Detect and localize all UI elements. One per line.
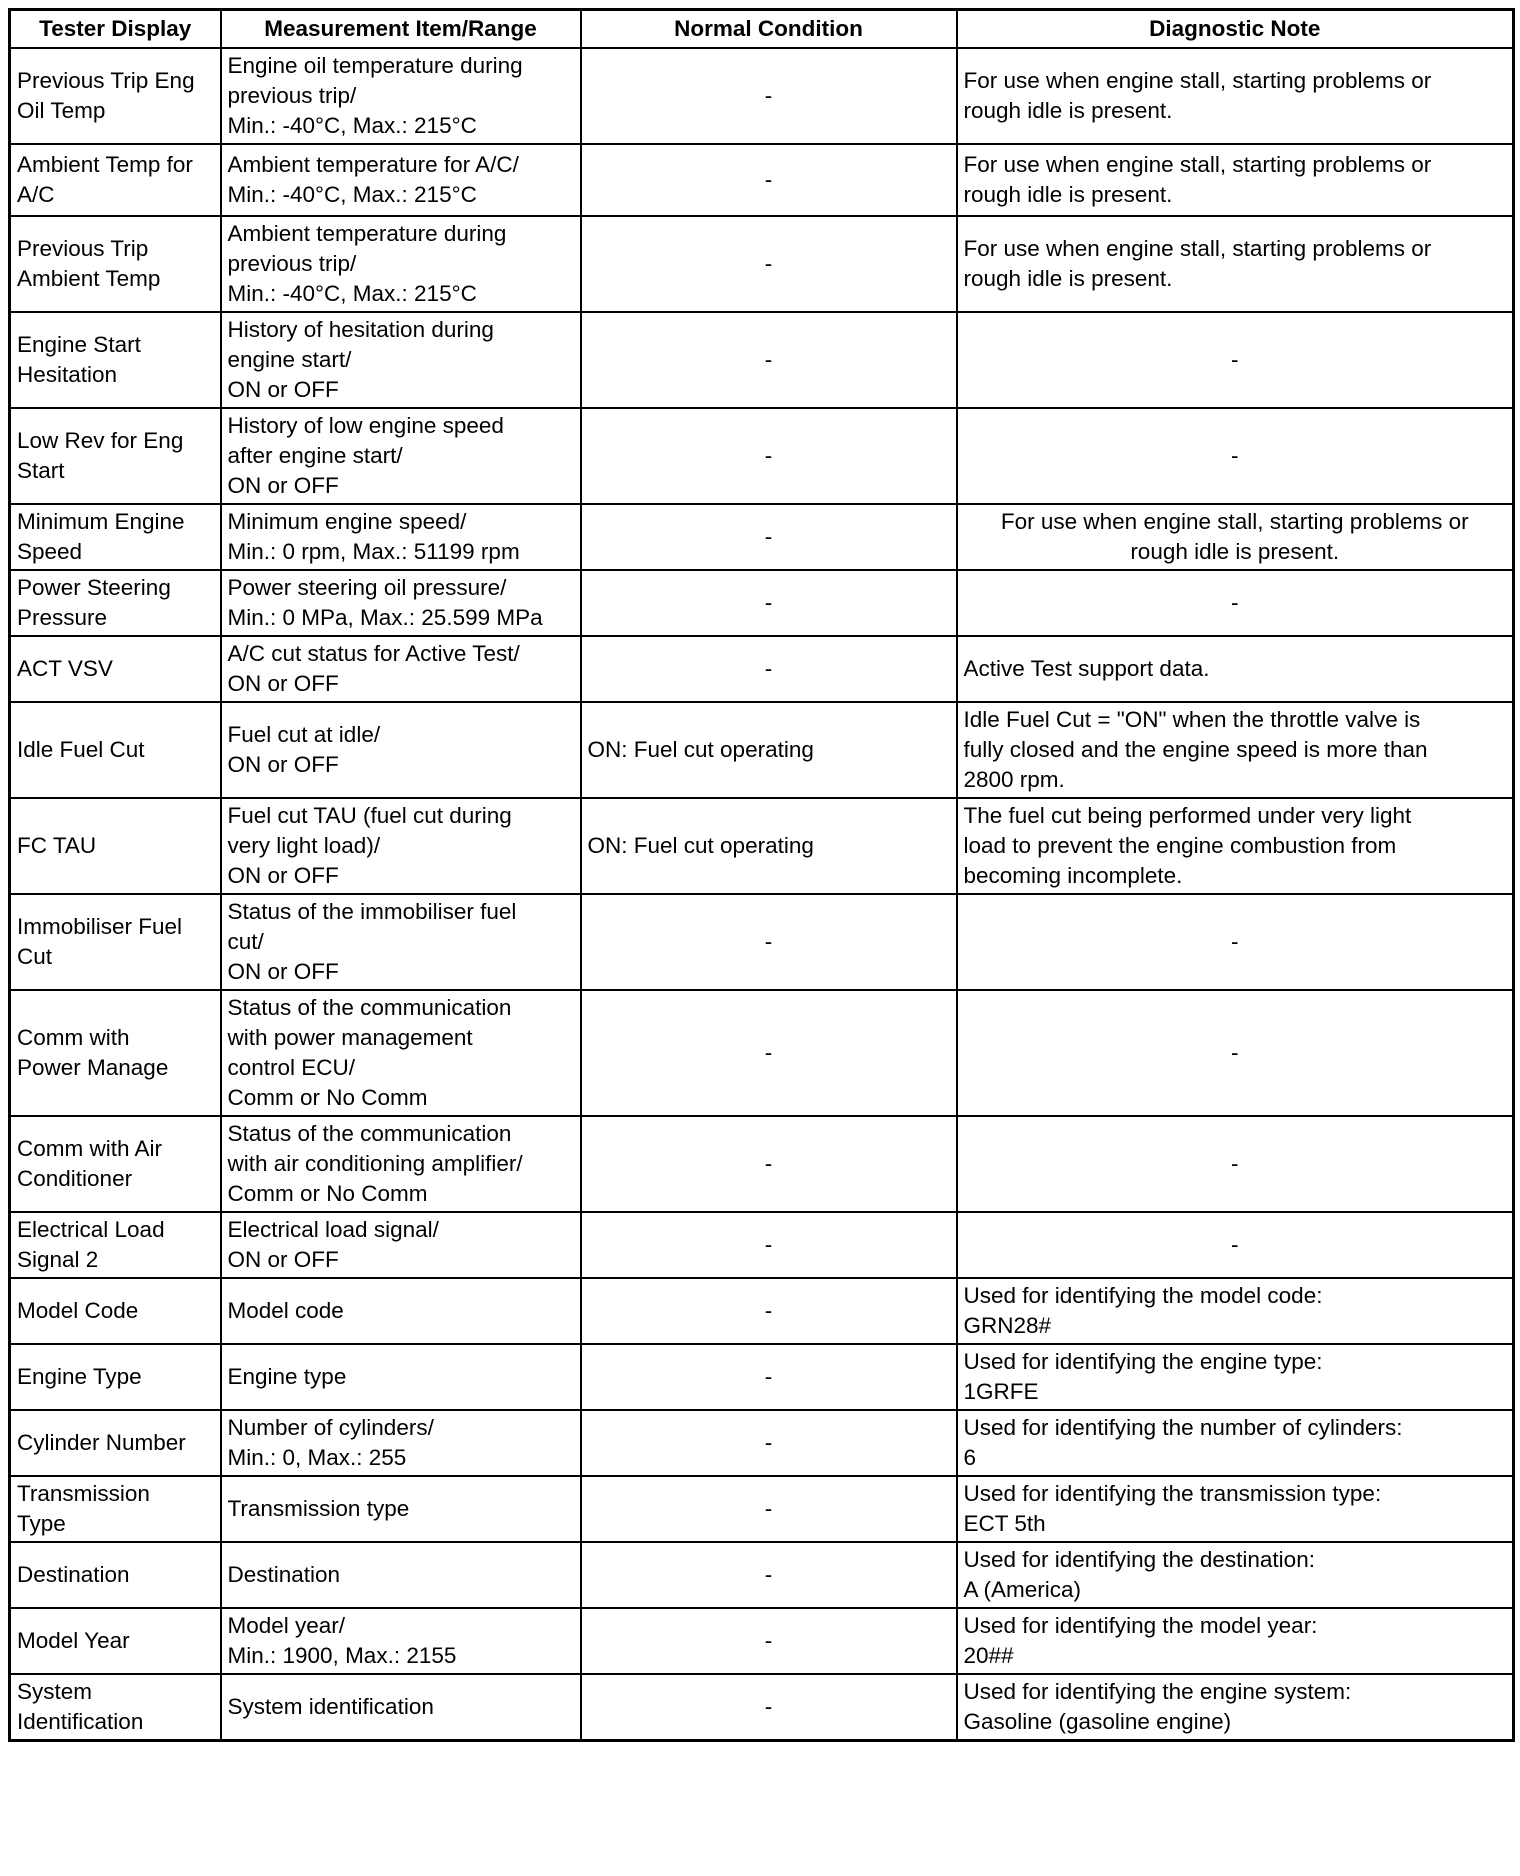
measurement-cell-line: Min.: -40°C, Max.: 215°C xyxy=(227,182,477,207)
tester-display-cell-line: Hesitation xyxy=(17,362,118,387)
measurement-cell-line: Model code xyxy=(227,1298,344,1323)
tester-display-cell xyxy=(10,1410,221,1476)
table-row xyxy=(10,48,1514,144)
measurement-cell xyxy=(221,702,581,798)
measurement-cell xyxy=(221,408,581,504)
table-row xyxy=(10,990,1514,1116)
diagnostic-note-cell xyxy=(957,1608,1514,1674)
table-row xyxy=(10,1410,1514,1476)
measurement-cell-line: Engine type xyxy=(227,1364,347,1389)
diagnostic-note-cell-line: 6 xyxy=(963,1445,977,1470)
tester-display-cell-line: Minimum Engine xyxy=(17,509,185,534)
diagnostic-note-cell xyxy=(957,1674,1514,1741)
table-row xyxy=(10,636,1514,702)
tester-display-cell-line: Ambient Temp for xyxy=(17,152,193,177)
normal-condition-cell: - xyxy=(581,636,957,702)
measurement-cell-line: previous trip/ xyxy=(227,251,357,276)
tester-display-cell xyxy=(10,144,221,216)
diagnostic-note-cell-line: Used for identifying the model year: xyxy=(963,1613,1318,1638)
table-row xyxy=(10,1674,1514,1741)
diagnostic-note-cell-line: For use when engine stall, starting problems or xyxy=(963,68,1432,93)
tester-display-cell-line: Electrical Load xyxy=(17,1217,165,1242)
measurement-cell-line: control ECU/ xyxy=(227,1055,356,1080)
measurement-cell-line: Minimum engine speed/ xyxy=(227,509,467,534)
tester-display-cell-line: Destination xyxy=(17,1562,130,1587)
measurement-cell xyxy=(221,990,581,1116)
measurement-cell xyxy=(221,1410,581,1476)
diagnostic-note-cell xyxy=(957,570,1514,636)
measurement-cell-line: after engine start/ xyxy=(227,443,403,468)
tester-display-cell xyxy=(10,312,221,408)
table-row xyxy=(10,312,1514,408)
diagnostic-note-cell xyxy=(957,504,1514,570)
diagnostic-note-cell-line: For use when engine stall, starting problems or xyxy=(963,152,1432,177)
diagnostic-note-cell xyxy=(957,144,1514,216)
diagnostic-note-cell-line: Used for identifying the model code: xyxy=(963,1283,1323,1308)
diagnostic-note-cell-line: For use when engine stall, starting problems or xyxy=(963,236,1432,261)
diagnostic-note-cell-line: A (America) xyxy=(963,1577,1082,1602)
normal-condition-cell: - xyxy=(581,408,957,504)
diagnostic-note-cell-line: Used for identifying the transmission type: xyxy=(963,1481,1382,1506)
tester-display-cell-line: Cut xyxy=(17,944,53,969)
measurement-cell-line: Min.: 0 MPa, Max.: 25.599 MPa xyxy=(227,605,543,630)
diagnostic-note-cell xyxy=(957,216,1514,312)
measurement-cell xyxy=(221,504,581,570)
measurement-cell-line: previous trip/ xyxy=(227,83,357,108)
diagnostic-note-cell-line: - xyxy=(1231,929,1239,954)
normal-condition-cell: - xyxy=(581,1212,957,1278)
diagnostic-note-cell-line: The fuel cut being performed under very light xyxy=(963,803,1412,828)
diagnostic-note-cell-line: rough idle is present. xyxy=(963,98,1173,123)
tester-display-cell-line: Conditioner xyxy=(17,1166,133,1191)
diagnostic-note-cell-line: 2800 rpm. xyxy=(963,767,1065,792)
table-row xyxy=(10,1116,1514,1212)
diagnostic-note-cell-line: - xyxy=(1231,1040,1239,1065)
normal-condition-cell: - xyxy=(581,1608,957,1674)
normal-condition-cell: - xyxy=(581,1278,957,1344)
diagnostic-note-cell-line: rough idle is present. xyxy=(963,182,1173,207)
normal-condition-cell: - xyxy=(581,1542,957,1608)
measurement-cell-line: Min.: -40°C, Max.: 215°C xyxy=(227,113,477,138)
measurement-cell-line: Ambient temperature during xyxy=(227,221,507,246)
measurement-cell xyxy=(221,636,581,702)
diagnostic-note-cell-line: - xyxy=(1231,443,1239,468)
tester-display-cell-line: Engine Type xyxy=(17,1364,142,1389)
tester-display-cell xyxy=(10,1278,221,1344)
tester-display-cell-line: Signal 2 xyxy=(17,1247,99,1272)
table-row xyxy=(10,216,1514,312)
measurement-cell-line: A/C cut status for Active Test/ xyxy=(227,641,520,666)
tester-display-cell xyxy=(10,1212,221,1278)
table-row xyxy=(10,1344,1514,1410)
diagnostic-note-cell-line: Idle Fuel Cut = "ON" when the throttle valve is xyxy=(963,707,1421,732)
diagnostic-note-cell-line: Active Test support data. xyxy=(963,656,1210,681)
measurement-cell xyxy=(221,1476,581,1542)
normal-condition-cell: ON: Fuel cut operating xyxy=(581,702,957,798)
tester-display-cell-line: Previous Trip Eng xyxy=(17,68,195,93)
normal-condition-cell: - xyxy=(581,312,957,408)
header-normal-condition: Normal Condition xyxy=(581,10,957,49)
diagnostic-note-cell xyxy=(957,1116,1514,1212)
normal-condition-cell: - xyxy=(581,1116,957,1212)
tester-display-cell-line: Model Year xyxy=(17,1628,130,1653)
diagnostic-note-cell-line: ECT 5th xyxy=(963,1511,1046,1536)
diagnostic-note-cell xyxy=(957,1542,1514,1608)
diagnostic-note-cell xyxy=(957,1344,1514,1410)
tester-display-cell xyxy=(10,1344,221,1410)
normal-condition-cell: - xyxy=(581,1674,957,1741)
measurement-cell-line: with air conditioning amplifier/ xyxy=(227,1151,523,1176)
header-row xyxy=(10,10,1514,49)
measurement-cell-line: History of low engine speed xyxy=(227,413,504,438)
table-row xyxy=(10,1476,1514,1542)
tester-display-cell-line: Identification xyxy=(17,1709,144,1734)
normal-condition-cell: - xyxy=(581,216,957,312)
measurement-cell-line: ON or OFF xyxy=(227,473,339,498)
table-row xyxy=(10,894,1514,990)
measurement-cell-line: System identification xyxy=(227,1694,434,1719)
tester-display-cell-line: Start xyxy=(17,458,65,483)
tester-display-cell-line: Low Rev for Eng xyxy=(17,428,184,453)
normal-condition-cell: - xyxy=(581,894,957,990)
tester-display-cell-line: Idle Fuel Cut xyxy=(17,737,145,762)
table-row xyxy=(10,504,1514,570)
tester-display-cell xyxy=(10,636,221,702)
diagnostic-note-cell xyxy=(957,798,1514,894)
measurement-cell xyxy=(221,1674,581,1741)
measurement-cell-line: Min.: 0 rpm, Max.: 51199 rpm xyxy=(227,539,520,564)
measurement-cell-line: ON or OFF xyxy=(227,752,339,777)
tester-display-cell xyxy=(10,1608,221,1674)
measurement-cell-line: cut/ xyxy=(227,929,264,954)
diagnostic-note-cell-line: - xyxy=(1231,590,1239,615)
tester-display-cell-line: Ambient Temp xyxy=(17,266,161,291)
measurement-cell xyxy=(221,144,581,216)
measurement-cell-line: Status of the immobiliser fuel xyxy=(227,899,517,924)
tester-display-cell xyxy=(10,570,221,636)
tester-display-cell-line: Engine Start xyxy=(17,332,141,357)
tester-display-cell xyxy=(10,1476,221,1542)
tester-display-cell xyxy=(10,504,221,570)
tester-display-cell-line: Model Code xyxy=(17,1298,139,1323)
table-row xyxy=(10,408,1514,504)
tester-display-cell xyxy=(10,798,221,894)
measurement-cell xyxy=(221,798,581,894)
table-row xyxy=(10,144,1514,216)
measurement-cell xyxy=(221,1116,581,1212)
measurement-cell-line: Destination xyxy=(227,1562,341,1587)
measurement-cell-line: Fuel cut at idle/ xyxy=(227,722,381,747)
tester-display-cell-line: Previous Trip xyxy=(17,236,149,261)
measurement-cell xyxy=(221,48,581,144)
tester-display-cell-line: FC TAU xyxy=(17,833,97,858)
diagnostic-note-cell-line: 1GRFE xyxy=(963,1379,1039,1404)
measurement-cell xyxy=(221,1278,581,1344)
normal-condition-cell: - xyxy=(581,570,957,636)
table-row xyxy=(10,798,1514,894)
diagnostic-note-cell xyxy=(957,312,1514,408)
measurement-cell xyxy=(221,216,581,312)
tester-display-cell-line: Comm with Air xyxy=(17,1136,163,1161)
diagnostic-note-cell-line: Used for identifying the destination: xyxy=(963,1547,1315,1572)
measurement-cell xyxy=(221,1344,581,1410)
normal-condition-cell: - xyxy=(581,1344,957,1410)
tester-display-cell-line: Immobiliser Fuel xyxy=(17,914,183,939)
measurement-cell-line: engine start/ xyxy=(227,347,352,372)
normal-condition-cell: - xyxy=(581,48,957,144)
diagnostic-note-cell-line: rough idle is present. xyxy=(963,266,1173,291)
header-measurement: Measurement Item/Range xyxy=(221,10,581,49)
table-row xyxy=(10,570,1514,636)
measurement-cell-line: History of hesitation during xyxy=(227,317,494,342)
measurement-cell xyxy=(221,570,581,636)
measurement-cell-line: Comm or No Comm xyxy=(227,1181,428,1206)
measurement-cell-line: ON or OFF xyxy=(227,863,339,888)
diagnostic-note-cell-line: fully closed and the engine speed is more than xyxy=(963,737,1428,762)
measurement-cell-line: ON or OFF xyxy=(227,959,339,984)
diagnostic-note-cell xyxy=(957,1278,1514,1344)
header-diagnostic-note: Diagnostic Note xyxy=(957,10,1514,49)
data-list-table xyxy=(8,8,1515,1742)
diagnostic-note-cell xyxy=(957,1212,1514,1278)
measurement-cell-line: ON or OFF xyxy=(227,1247,339,1272)
diagnostic-note-cell xyxy=(957,636,1514,702)
table-row xyxy=(10,702,1514,798)
normal-condition-cell: - xyxy=(581,1410,957,1476)
diagnostic-note-cell-line: - xyxy=(1231,347,1239,372)
measurement-cell-line: Comm or No Comm xyxy=(227,1085,428,1110)
measurement-cell-line: Status of the communication xyxy=(227,1121,512,1146)
tester-display-cell-line: Pressure xyxy=(17,605,108,630)
diagnostic-note-cell-line: GRN28# xyxy=(963,1313,1052,1338)
tester-display-cell-line: System xyxy=(17,1679,93,1704)
measurement-cell-line: Min.: 0, Max.: 255 xyxy=(227,1445,407,1470)
measurement-cell-line: very light load)/ xyxy=(227,833,381,858)
data-list-sheet xyxy=(8,8,1515,1742)
tester-display-cell-line: ACT VSV xyxy=(17,656,113,681)
diagnostic-note-cell xyxy=(957,408,1514,504)
tester-display-cell-line: Comm with xyxy=(17,1025,130,1050)
tester-display-cell-line: Transmission xyxy=(17,1481,150,1506)
tester-display-cell xyxy=(10,990,221,1116)
measurement-cell-line: Min.: -40°C, Max.: 215°C xyxy=(227,281,477,306)
table-row xyxy=(10,1608,1514,1674)
measurement-cell-line: Status of the communication xyxy=(227,995,512,1020)
tester-display-cell-line: Type xyxy=(17,1511,66,1536)
measurement-cell xyxy=(221,894,581,990)
tester-display-cell xyxy=(10,216,221,312)
header-tester-display: Tester Display xyxy=(10,10,221,49)
table-row xyxy=(10,1542,1514,1608)
measurement-cell xyxy=(221,1608,581,1674)
diagnostic-note-cell xyxy=(957,990,1514,1116)
measurement-cell-line: Number of cylinders/ xyxy=(227,1415,434,1440)
diagnostic-note-cell xyxy=(957,1410,1514,1476)
tester-display-cell xyxy=(10,702,221,798)
table-row xyxy=(10,1278,1514,1344)
normal-condition-cell: ON: Fuel cut operating xyxy=(581,798,957,894)
diagnostic-note-cell-line: Used for identifying the engine type: xyxy=(963,1349,1323,1374)
tester-display-cell xyxy=(10,1674,221,1741)
table-body xyxy=(10,48,1514,1741)
tester-display-cell xyxy=(10,1542,221,1608)
measurement-cell-line: Transmission type xyxy=(227,1496,410,1521)
tester-display-cell-line: Oil Temp xyxy=(17,98,106,123)
measurement-cell-line: Min.: 1900, Max.: 2155 xyxy=(227,1643,457,1668)
diagnostic-note-cell-line: Used for identifying the engine system: xyxy=(963,1679,1352,1704)
measurement-cell-line: Engine oil temperature during xyxy=(227,53,523,78)
measurement-cell xyxy=(221,312,581,408)
diagnostic-note-cell-line: rough idle is present. xyxy=(1130,539,1340,564)
normal-condition-cell: - xyxy=(581,990,957,1116)
tester-display-cell-line: Cylinder Number xyxy=(17,1430,186,1455)
diagnostic-note-cell-line: becoming incomplete. xyxy=(963,863,1183,888)
diagnostic-note-cell-line: For use when engine stall, starting problems or xyxy=(1000,509,1469,534)
measurement-cell-line: with power management xyxy=(227,1025,473,1050)
tester-display-cell-line: Speed xyxy=(17,539,83,564)
measurement-cell-line: ON or OFF xyxy=(227,377,339,402)
tester-display-cell-line: Power Manage xyxy=(17,1055,169,1080)
measurement-cell-line: Electrical load signal/ xyxy=(227,1217,439,1242)
diagnostic-note-cell-line: Used for identifying the number of cylinders: xyxy=(963,1415,1403,1440)
measurement-cell-line: ON or OFF xyxy=(227,671,339,696)
tester-display-cell-line: Power Steering xyxy=(17,575,171,600)
tester-display-cell-line: A/C xyxy=(17,182,55,207)
diagnostic-note-cell-line: - xyxy=(1231,1232,1239,1257)
normal-condition-cell: - xyxy=(581,144,957,216)
diagnostic-note-cell-line: load to prevent the engine combustion from xyxy=(963,833,1397,858)
tester-display-cell xyxy=(10,894,221,990)
diagnostic-note-cell-line: - xyxy=(1231,1151,1239,1176)
tester-display-cell xyxy=(10,48,221,144)
diagnostic-note-cell xyxy=(957,894,1514,990)
measurement-cell-line: Power steering oil pressure/ xyxy=(227,575,507,600)
diagnostic-note-cell xyxy=(957,48,1514,144)
diagnostic-note-cell-line: Gasoline (gasoline engine) xyxy=(963,1709,1232,1734)
normal-condition-cell: - xyxy=(581,1476,957,1542)
measurement-cell-line: Ambient temperature for A/C/ xyxy=(227,152,519,177)
diagnostic-note-cell-line: 20## xyxy=(963,1643,1014,1668)
tester-display-cell xyxy=(10,408,221,504)
diagnostic-note-cell xyxy=(957,702,1514,798)
measurement-cell xyxy=(221,1542,581,1608)
tester-display-cell xyxy=(10,1116,221,1212)
normal-condition-cell: - xyxy=(581,504,957,570)
measurement-cell-line: Model year/ xyxy=(227,1613,346,1638)
measurement-cell-line: Fuel cut TAU (fuel cut during xyxy=(227,803,512,828)
diagnostic-note-cell xyxy=(957,1476,1514,1542)
table-row xyxy=(10,1212,1514,1278)
measurement-cell xyxy=(221,1212,581,1278)
